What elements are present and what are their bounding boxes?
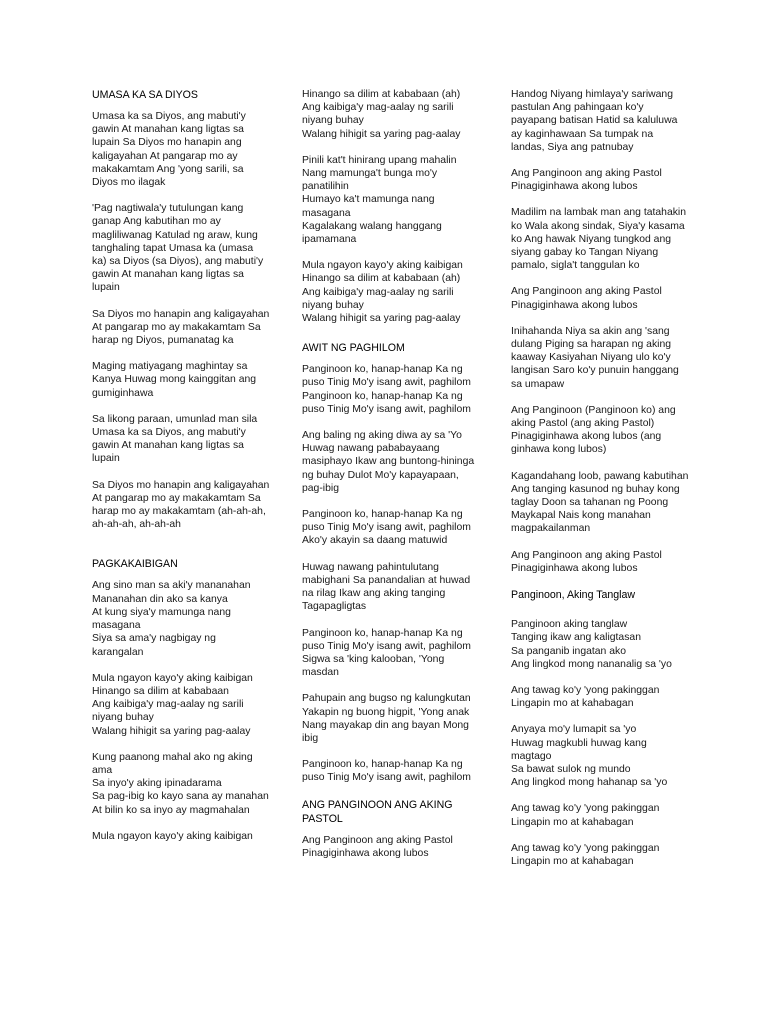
column-2: [302, 88, 480, 873]
lyrics-stanza: Panginoon ko, hanap-hanap Ka ng puso Tinig Mo'y isang awit, paghilom Sigwa sa 'king kalooban, 'Yong masdan: [302, 627, 471, 679]
lyrics-stanza: Panginoon ko, hanap-hanap Ka ng puso Tinig Mo'y isang awit, paghilom: [302, 759, 471, 784]
lyrics-stanza: Umasa ka sa Diyos, ang mabuti'y gawin At manahan kang ligtas sa lupain Sa Diyos mo hanapin ang kaligayahan At pangarap mo ay makakamtam Ang 'yong sarili, sa Diyos mo ilagak: [92, 111, 246, 189]
lyrics-stanza: Inihahanda Niya sa akin ang 'sang dulang Piging sa harapan ng aking kaaway Kasiyahan Niyang ulo ko'y langisan Saro ko'y punuin hanggang sa umapaw: [511, 325, 679, 390]
lyrics-stanza: 'Pag nagtiwala'y tutulungan kang ganap Ang kabutihan mo ay magliliwanag Katulad ng araw, kung tanghaling tapat Umasa ka (umasa ka) sa Diyos (sa Diyos), ang mabuti'y gawin At manahan kang ligtas sa lupain: [92, 203, 264, 294]
lyrics-stanza: Sa likong paraan, umunlad man sila Umasa ka sa Diyos, ang mabuti'y gawin At manahan kang ligtas sa lupain: [92, 413, 258, 465]
lyrics-stanza: Sa Diyos mo hanapin ang kaligayahan At pangarap mo ay makakamtam Sa harap ng Diyos, pumanatag ka: [92, 308, 270, 347]
song-title: Panginoon, Aking Tanglaw: [511, 589, 636, 602]
lyrics-stanza: Ang tawag ko'y 'yong pakinggan Lingapin mo at kahabagan: [511, 842, 660, 867]
lyrics-stanza: Kung paanong mahal ako ng aking ama Sa inyo'y aking ipinadarama Sa pag-ibig ko kayo sana ay manahan At bilin ko sa inyo ay magmahalan: [92, 751, 269, 816]
lyrics-stanza: Ang Panginoon ang aking Pastol Pinagiginhawa akong lubos: [302, 834, 453, 859]
lyrics-stanza: Handog Niyang himlaya'y sariwang pastulan Ang pahingaan ko'y payapang batisan Hatid sa kaluluwa ay kaginhawaan Sa tumpak na landas, Siya ang patnubay: [511, 89, 678, 153]
song-title: ANG PANGINOON ANG AKING PASTOL: [302, 798, 453, 825]
lyrics-stanza: Mula ngayon kayo'y aking kaibigan Hinango sa dilim at kababaan (ah) Ang kaibiga'y mag-aalay ng sarili niyang buhay Walang hihigit sa yaring pag-aalay: [302, 260, 463, 325]
lyrics-stanza: Panginoon ko, hanap-hanap Ka ng puso Tinig Mo'y isang awit, paghilom Ako'y akayin sa daang matuwid: [302, 509, 471, 547]
lyrics-stanza: Panginoon ko, hanap-hanap Ka ng puso Tinig Mo'y isang awit, paghilom Panginoon ko, hanap-hanap Ka ng puso Tinig Mo'y isang awit, paghilom: [302, 364, 471, 415]
lyrics-stanza: Pinili kat't hinirang upang mahalin Nang mamunga't bunga mo'y panatilihin Humayo ka't mamunga nang masagana Kagalakang walang hanggang ipamamana: [302, 154, 457, 246]
lyrics-stanza: Pahupain ang bugso ng kalungkutan Yakapin ng buong higpit, 'Yong anak Nang mayakap din ang bayan Mong ibig: [302, 693, 471, 744]
lyrics-stanza: Ang tawag ko'y 'yong pakinggan Lingapin mo at kahabagan: [511, 684, 660, 710]
lyrics-stanza: Anyaya mo'y lumapit sa 'yo Huwag magkubli huwag kang magtago Sa bawat sulok ng mundo Ang lingkod mong hahanap sa 'yo: [511, 724, 668, 789]
lyrics-stanza: Ang Panginoon (Panginoon ko) ang aking Pastol (ang aking Pastol) Pinagiginhawa akong lubos (ang ginhawa kong lubos): [511, 404, 676, 456]
lyrics-stanza: Ang tawag ko'y 'yong pakinggan Lingapin mo at kahabagan: [511, 803, 660, 828]
column-3: [511, 88, 689, 881]
song-title: AWIT NG PAGHILOM: [302, 342, 405, 355]
lyrics-stanza: Ang Panginoon ang aking Pastol Pinagiginhawa akong lubos: [511, 549, 662, 574]
lyrics-stanza: Ang sino man sa aki'y mananahan Mananahan din ako sa kanya At kung siya'y mamunga nang masagana Siya sa ama'y nagbigay ng karangalan: [92, 580, 251, 658]
lyrics-stanza: Ang Panginoon ang aking Pastol Pinagiginhawa akong lubos: [511, 168, 662, 193]
lyrics-stanza: Panginoon aking tanglaw Tanging ikaw ang kaligtasan Sa panganib ingatan ako Ang lingkod mong nananalig sa 'yo: [511, 619, 672, 670]
song-title: UMASA KA SA DIYOS: [92, 89, 198, 101]
column-1: [92, 88, 270, 856]
lyrics-stanza: Maging matiyagang maghintay sa Kanya Huwag mong kainggitan ang gumiginhawa: [92, 361, 257, 399]
lyrics-stanza: Ang Panginoon ang aking Pastol Pinagiginhawa akong lubos: [511, 286, 662, 311]
lyrics-stanza: Ang baling ng aking diwa ay sa 'Yo Huwag nawang pababayaang masiphayo Ikaw ang buntong-hininga ng buhay Dulot Mo'y kapayapaan, pag-ibig: [302, 430, 475, 494]
lyrics-stanza: Mula ngayon kayo'y aking kaibigan Hinango sa dilim at kababaan Ang kaibiga'y mag-aalay ng sarili niyang buhay Walang hihigit sa yaring pag-aalay: [92, 672, 253, 737]
lyrics-stanza: Mula ngayon kayo'y aking kaibigan: [92, 830, 253, 842]
lyrics-stanza: Sa Diyos mo hanapin ang kaligayahan At pangarap mo ay makakamtam Sa harap mo ay makakamtam (ah-ah-ah, ah-ah-ah, ah-ah-ah: [92, 479, 270, 531]
lyrics-stanza: Huwag nawang pahintulutang mabighani Sa panandalian at huwad na rilag Ikaw ang aking tanging Tagapagligtas: [302, 561, 471, 613]
lyrics-stanza: Madilim na lambak man ang tatahakin ko Wala akong sindak, Siya'y kasama ko Ang hawak Niyang tungkod ang siyang gabay ko Tangan Niyang pamalo, sigla't tanggulan ko: [511, 207, 687, 272]
song-title: PAGKAKAIBIGAN: [92, 558, 178, 571]
lyrics-stanza: Hinango sa dilim at kababaan (ah) Ang kaibiga'y mag-aalay ng sarili niyang buhay Walang hihigit sa yaring pag-aalay: [302, 89, 461, 140]
lyrics-stanza: Kagandahang loob, pawang kabutihan Ang tanging kasunod ng buhay kong taglay Doon sa tahanan ng Poong Maykapal Nais kong manahan magpakailanman: [511, 470, 689, 535]
